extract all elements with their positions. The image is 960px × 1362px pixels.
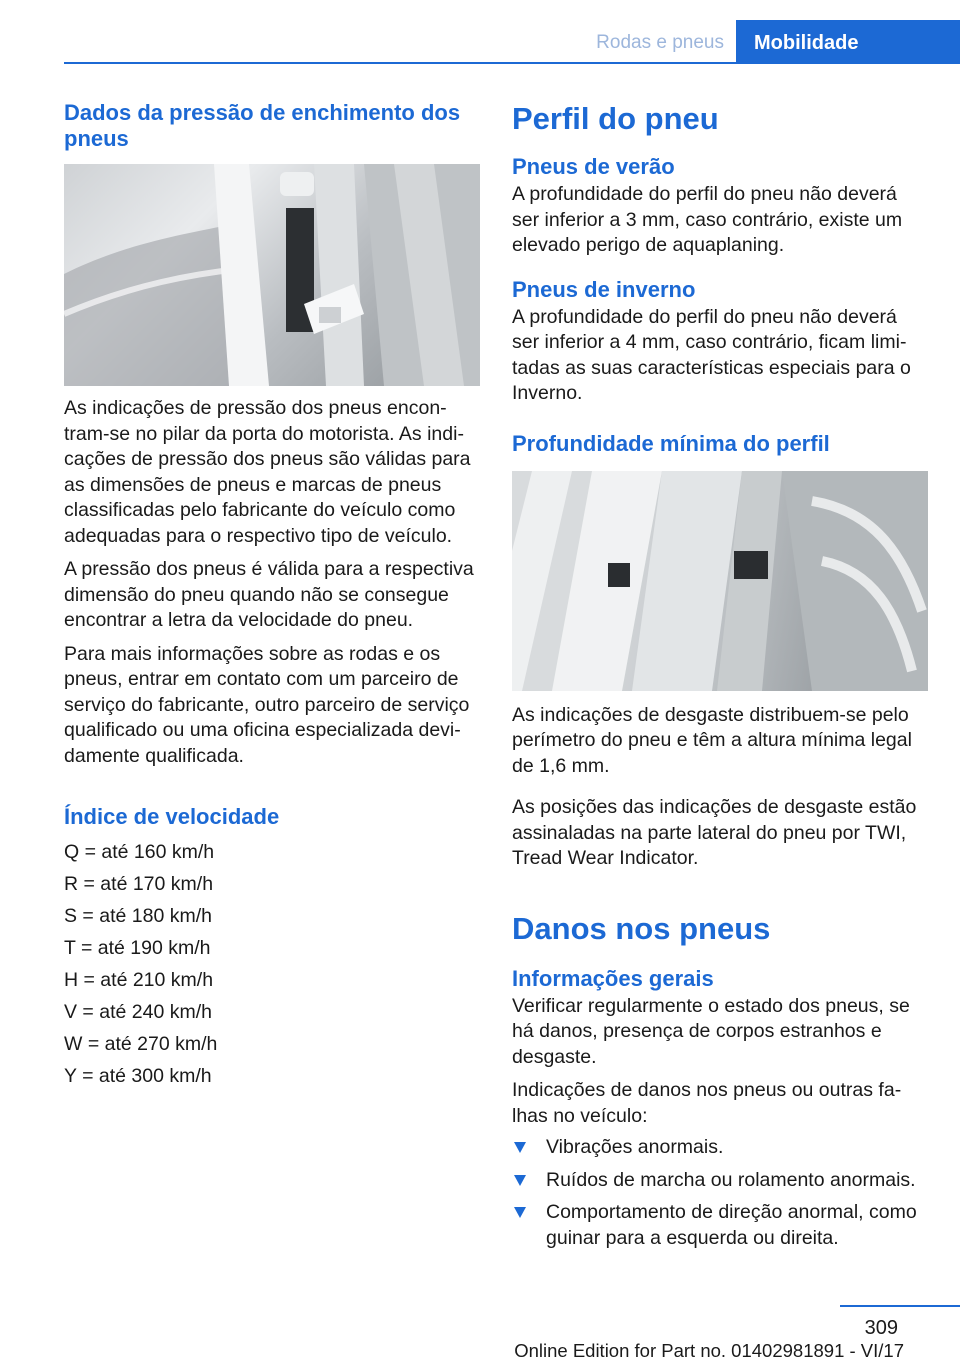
right-column bbox=[512, 100, 928, 1258]
left-column bbox=[64, 100, 480, 1092]
min-tread-heading: Profundidade mínima do perfil bbox=[512, 430, 830, 456]
speed-index-v: V = até 240 km/h bbox=[64, 1001, 212, 1023]
speed-index-s: S = até 180 km/h bbox=[64, 905, 212, 927]
tread-wear-text-2: As posições das indicações de desgaste estão assinaladas na parte lateral do pneu por TWI, Tread Wear Indicator. bbox=[512, 796, 917, 869]
pressure-paragraph-1: As indicações de pressão dos pneus encontram-se no pilar da porta do motorista. As indicações de pressão dos pneus são válidas para as dimensões de pneus e marcas de pneus classificadas pelo fabricante do veículo como adequadas para o respectivo tipo de veículo. bbox=[64, 397, 471, 547]
speed-index-heading: Índice de velocidade bbox=[64, 804, 280, 829]
general-info-text-2: Indicações de danos nos pneus ou outras falhas no veículo: bbox=[512, 1079, 902, 1127]
speed-index-q: Q = até 160 km/h bbox=[64, 841, 215, 863]
list-item: Vibrações anormais. bbox=[512, 1135, 928, 1161]
tread-profile-heading: Perfil do pneu bbox=[512, 101, 719, 136]
winter-tires-heading: Pneus de inverno bbox=[512, 276, 696, 302]
speed-index-r: R = até 170 km/h bbox=[64, 873, 214, 895]
speed-index-list bbox=[64, 836, 480, 1092]
speed-index-t: T = até 190 km/h bbox=[64, 937, 211, 959]
speed-index-y: Y = até 300 km/h bbox=[64, 1065, 212, 1087]
triangle-bullet-icon bbox=[514, 1207, 526, 1218]
door-pillar-drawing bbox=[64, 164, 480, 386]
damage-symptoms-list bbox=[512, 1135, 928, 1251]
triangle-bullet-icon bbox=[514, 1142, 526, 1153]
tire-damage-heading: Danos nos pneus bbox=[512, 910, 771, 946]
pressure-paragraph-2: A pressão dos pneus é válida para a respectiva dimensão do pneu quando não se consegue encontrar a letra da velocidade do pneu. bbox=[64, 558, 474, 631]
speed-index-w: W = até 270 km/h bbox=[64, 1033, 218, 1055]
footer-rule bbox=[840, 1305, 960, 1307]
speed-index-h: H = até 210 km/h bbox=[64, 969, 214, 991]
door-pillar-illustration bbox=[64, 164, 480, 386]
tread-drawing bbox=[512, 471, 928, 691]
triangle-bullet-icon bbox=[514, 1175, 526, 1186]
summer-tires-heading: Pneus de verão bbox=[512, 154, 675, 179]
tire-pressure-heading: Dados da pressão de enchimento dos pneus bbox=[64, 100, 461, 151]
pressure-paragraph-3: Para mais informações sobre as rodas e os pneus, entrar em contato com um parceiro de serviço do fabricante, outro parceiro de serviço qualificado ou uma oficina especializada devidamente qualificada. bbox=[64, 642, 470, 767]
general-info-heading: Informações gerais bbox=[512, 965, 714, 991]
summer-tires-text: A profundidade do perfil do pneu não deverá ser inferior a 3 mm, caso contrário, existe um elevado perigo de aquaplaning. bbox=[512, 183, 903, 256]
page-number: 309 bbox=[864, 1317, 898, 1339]
list-item: Comportamento de direção anormal, como guinar para a esquerda ou direita. bbox=[512, 1200, 928, 1251]
header-chapter-tab: Mobilidade bbox=[736, 20, 960, 64]
header-section-label: Rodas e pneus bbox=[596, 32, 724, 53]
list-item: Ruídos de marcha ou rolamento anormais. bbox=[512, 1168, 928, 1194]
edition-footer: Online Edition for Part no. 01402981891 - VI/17 bbox=[514, 1340, 904, 1361]
tread-wear-illustration bbox=[512, 471, 928, 691]
winter-tires-text: A profundidade do perfil do pneu não deverá ser inferior a 4 mm, caso contrário, ficam limitadas as suas características especiais para o Inverno. bbox=[512, 305, 911, 404]
general-info-text-1: Verificar regularmente o estado dos pneus, se há danos, presença de corpos estranhos e desgaste. bbox=[512, 994, 910, 1068]
tread-wear-text-1: As indicações de desgaste distribuem-se pelo perímetro do pneu e têm a altura mínima legal de 1,6 mm. bbox=[512, 703, 912, 777]
